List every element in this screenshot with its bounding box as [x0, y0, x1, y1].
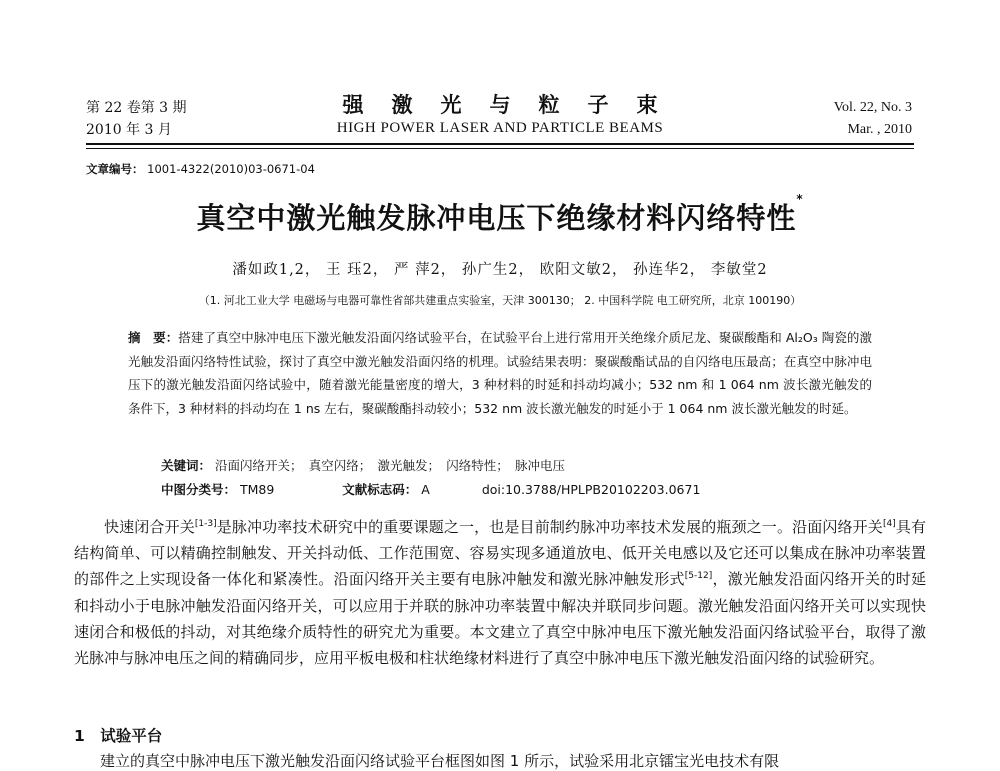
intro-text-2: 是脉冲功率技术研究中的重要课题之一，也是目前制约脉冲功率技术发展的瓶颈之一。沿面闪络开关 — [216, 518, 883, 536]
intro-text-1: 快速闭合开关 — [104, 518, 195, 536]
intro-paragraph — [74, 514, 926, 671]
clc-label: 中图分类号： — [161, 482, 237, 497]
doi: doi:10.3788/HPLPB20102203.0671 — [481, 482, 701, 497]
header-left — [86, 97, 187, 141]
header-rule-thick — [86, 143, 914, 145]
clc-value: TM89 — [240, 482, 275, 497]
affiliations: （1. 河北工业大学 电磁场与电器可靠性省部共建重点实验室，天津 300130； 2. 中国科学院 电工研究所，北京 100190） — [198, 294, 802, 307]
keywords-label: 关键词： — [161, 458, 212, 473]
intro-text-4: ，激光触发沿面闪络开关的时延和抖动小于电脉冲触发沿面闪络开关，可以应用于并联的脉冲功率装置中解决并联同步问题。激光触发沿面闪络开关可以实现快速闭合和极低的抖动，对其绝缘介质特性的研究尤为重要。本文建立了真空中脉冲电压下激光触发沿面闪络试验平台，取得了激光脉冲与脉冲电压之间的精确同步，应用平板电极和柱状绝缘材料进行了真空中脉冲电压下激光触发沿面闪络的试验研究。 — [74, 570, 926, 668]
title-footnote-mark: * — [796, 192, 804, 206]
section-heading: 1 试验平台 — [74, 727, 163, 745]
article-id-label: 文章编号： — [86, 162, 144, 176]
abstract — [128, 326, 872, 420]
volume-cn: 第 22 卷第 3 期 — [86, 100, 187, 116]
journal-header — [240, 92, 760, 138]
journal-name-cn: 强激光与粒子束 — [342, 92, 686, 117]
article-id — [86, 161, 315, 177]
abstract-text: 搭建了真空中脉冲电压下激光触发沿面闪络试验平台，在试验平台上进行常用开关绝缘介质尼龙、聚碳酸酯和 Al₂O₃ 陶瓷的激光触发沿面闪络特性试验，探讨了真空中激光触发沿面闪络的机理。试验结果表明：聚碳酸酯试品的自闪络电压最高；在真空中脉冲电压下的激光触发沿面闪络试验中，随着激光能量密度的增大，3 种材料的时延和抖动均减小；532 nm 和 1 064 nm 波长激光触发的条件下，3 种材料的抖动均在 1 ns 左右，聚碳酸酯抖动较小；532 nm 波长激光触发的时延小于 1 064 nm 波长激光触发的时延。 — [128, 330, 872, 416]
intro-text-3: 具有结构简单、可以精确控制触发、开关抖动低、工作范围宽、容易实现多通道放电、低开关电感以及它还可以集成在脉冲功率装置的部件之上实现设备一体化和紧凑性。沿面闪络开关主要有电脉冲触发和激光脉冲触发形式 — [74, 518, 926, 589]
classification — [161, 480, 700, 498]
paper-title-text: 真空中激光触发脉冲电压下绝缘材料闪络特性 — [196, 201, 797, 235]
journal-name-en: HIGH POWER LASER AND PARTICLE BEAMS — [336, 120, 664, 136]
authors: 潘如政1,2， 王 珏2， 严 萍2， 孙广生2， 欧阳文敏2， 孙连华2， 李敏堂2 — [232, 262, 768, 278]
cut-off-text-line: 建立的真空中脉冲电压下激光触发沿面闪络试验平台框图如图 1 所示，试验采用北京镭宝光电技术有限 — [100, 752, 780, 770]
date-en: Mar. , 2010 — [847, 122, 912, 137]
citation-ref[interactable]: [5-12] — [684, 571, 713, 582]
paper-title — [0, 192, 1000, 237]
keywords-text: 沿面闪络开关； 真空闪络； 激光触发； 闪络特性； 脉冲电压 — [215, 458, 566, 473]
keywords — [161, 456, 565, 474]
volume-en: Vol. 22, No. 3 — [833, 100, 912, 115]
doc-code-label: 文献标志码： — [342, 482, 418, 497]
header-rule-thin — [86, 148, 914, 149]
doc-code-value: A — [421, 482, 430, 497]
article-id-value: 1001-4322(2010)03-0671-04 — [147, 162, 315, 176]
header-right — [834, 97, 912, 141]
citation-ref[interactable]: [4] — [882, 519, 896, 529]
date-cn: 2010 年 3 月 — [86, 122, 172, 138]
abstract-label: 摘 要： — [128, 330, 179, 345]
citation-ref[interactable]: [1-3] — [194, 519, 217, 529]
